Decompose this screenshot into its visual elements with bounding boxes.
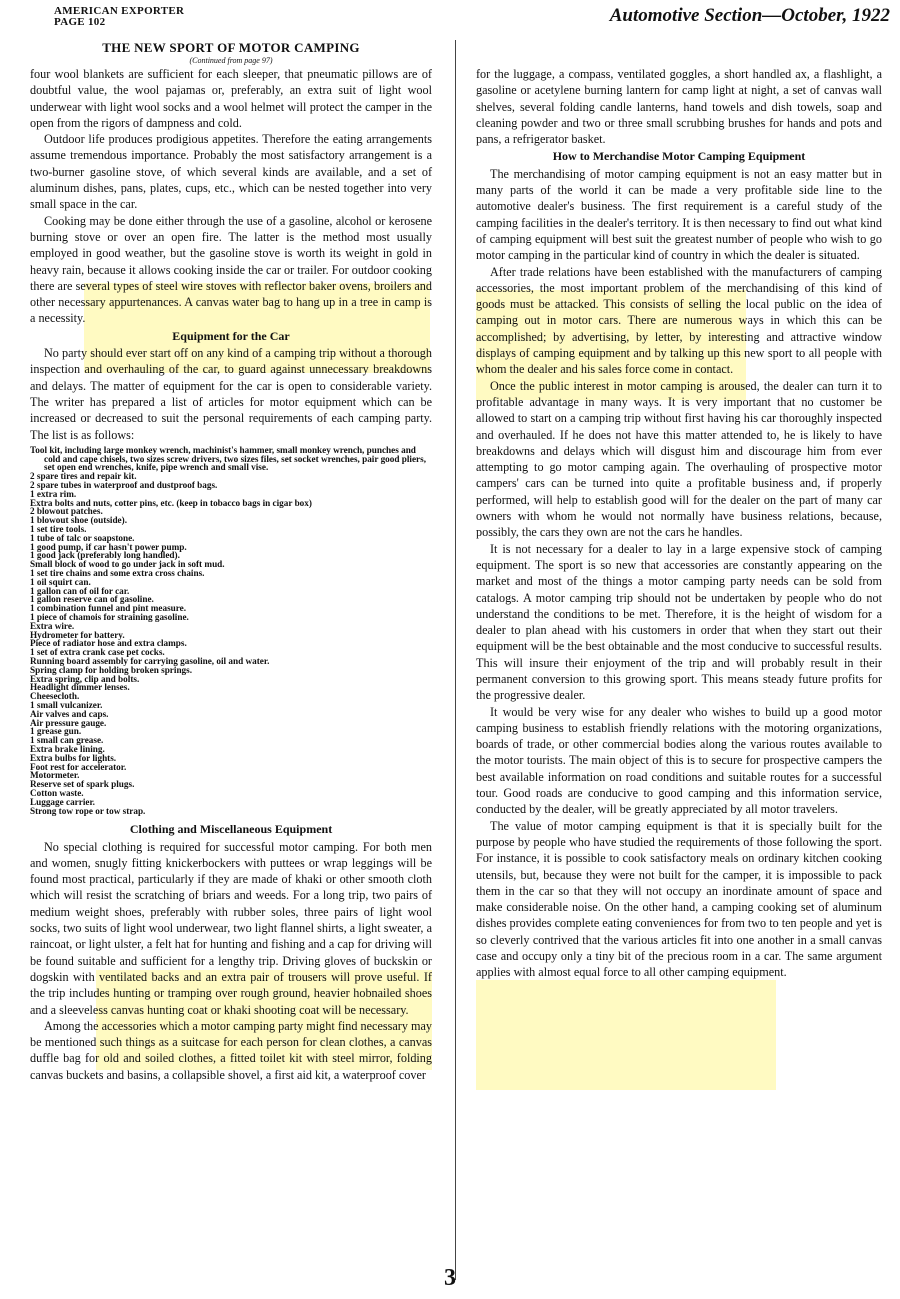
page-label: PAGE 102 [54,16,106,28]
paragraph: for the luggage, a compass, ventilated goggles, a short handled ax, a flashlight, a gasoline or acetylene burning lantern for camp light at night, a set of canvas wall shelves, several folding candle lanterns, hand towels and dish towels, soap and cleaning powder and two or three small scrubbing brushes for hands and pots and pans, a refrigerator basket. [476,67,882,147]
list-item: Spring clamp for holding broken springs. [30,664,193,675]
paragraph: The merchandising of motor camping equipment is not an easy matter but in many parts of the world it can be made a very profitable side line to the automotive dealer's business. The first requirement is a careful study of the camping facilities in the dealer's territory. It is then necessary to find out what kind of camping equipment will best suit the greatest number of people who wish to go motor camping in the particular kind of country in which the dealer is situated. [476,166,882,263]
publication-name: AMERICAN EXPORTER [54,5,185,17]
column-divider [455,40,456,1280]
list-item: 1 tube of talc or soapstone. [30,532,135,543]
list-item: Strong tow rope or tow strap. [30,805,146,816]
list-item: 1 extra rim. [30,488,77,499]
list-item: 1 set of extra crank case pet cocks. [30,647,165,658]
list-item: Air pressure gauge. [30,717,107,728]
left-column [30,40,432,1083]
list-item: 1 piece of chamois for straining gasoline. [30,611,189,622]
paragraph: Among the accessories which a motor camping party might find necessary may be mentioned such things as a suitcase for each person for clean clothes, a canvas duffle bag for old and soiled clothes, a fitted toilet kit with steel mirror, folding canvas buckets and basins, a collapsible shovel, a first aid kit, a waterproof cover [30,1018,432,1082]
section-heading: Equipment for the Car [172,328,290,343]
list-item: 1 set tire tools. [30,524,87,534]
highlight-mark [476,980,776,1090]
list-item: 1 good jack (preferably long handled). [30,550,180,561]
list-item: Headlight dimmer lenses. [30,682,130,693]
list-item: 1 gallon can of oil for car. [30,585,130,596]
list-item: 1 oil squirt can. [30,576,91,587]
article-title: THE NEW SPORT OF MOTOR CAMPING [102,40,360,55]
continued-note: (Continued from page 97) [189,56,273,65]
list-item: Motormeter. [30,770,80,781]
paragraph: The value of motor camping equipment is that it is specially built for the purpose by people who have studied the requirements of those following the sport. For instance, it is possible to cook satisfactory meals on ordinary kitchen cooking utensils, but, because they were not built for the camper, it is impossible to pack them in the car so that they will not occupy an inordinate amount of space and make considerable noise. On the other hand, a camping cooking set of aluminum dishes provides complete eating conveniences for from two to ten people and yet is so cleverly contrived that the various articles fit into one another in a small canvas case and occupy only a tiny bit of the precious room in a car. The same argument applies with almost equal force to all other camping equipment. [476,818,882,980]
list-item: Cheesecloth. [30,691,80,702]
paragraph: Outdoor life produces prodigious appetites. Therefore the eating arrangements assume tremendous importance. Probably the most satisfactory arrangement is a two-burner gasoline stove, of which several kinds are available, and a set of aluminum dishes, pans, plates, cups, etc., which can be nested together into very small space in the car. [30,132,432,212]
list-item: 1 small can grease. [30,735,104,746]
right-column [476,66,882,981]
publication-label [54,6,184,28]
list-item: 2 blowout patches. [30,506,103,517]
list-item: Luggage carrier. [30,796,95,807]
page-header [0,6,900,28]
list-item: Extra bulbs for lights. [30,752,117,763]
list-item: 1 set tire chains and some extra cross chains. [30,567,205,578]
list-item: Extra spring, clip and bolts. [30,673,140,684]
list-item: 1 blowout shoe (outside). [30,515,127,526]
page-number: 3 [444,1265,456,1291]
list-item: Extra brake lining. [30,743,105,754]
list-item: Small block of wood to go under jack in soft mud. [30,559,225,570]
list-item: Hydrometer for battery. [30,629,125,640]
list-item: 1 grease gun. [30,726,82,737]
list-item: 1 small vulcanizer. [30,699,103,710]
list-item: Foot rest for accelerator. [30,761,127,772]
equipment-list [30,446,432,815]
list-item: 1 gallon reserve can of gasoline. [30,594,154,605]
paragraph: No special clothing is required for successful motor camping. For both men and women, snugly fitting knickerbockers with puttees or wrap leggings will be found most practical, particularly if they are made of khaki or other smooth cloth which will resist the scratching of briars and weeds. For a long trip, two pairs of medium weight shoes, preferably with rubber soles, three pairs of light wool socks, two suits of light wool underwear, two light flannel shirts, a light sweater, a raincoat, or light ulster, a felt hat for hunting and fishing and a cap for driving will be found suitable and sufficient for a lengthy trip. Driving gloves of buckskin or dogskin with ventilated backs and an extra pair of trousers will prove useful. If the trip includes hunting or tramping over rough ground, heavier hobnailed shoes and a sleeveless canvas hunting coat or khaki shooting coat will be necessary. [30,839,432,1017]
paragraph: After trade relations have been established with the manufacturers of camping accessories, the most important problem of the merchandising of this kind of goods must be attacked. This consists of selling the local public on the idea of camping out in motor cars. There are numerous ways in which this can be accomplished; by advertising, by letter, by interesting and attractive window displays of camping equipment and by talking up this new sport to all people with whom the dealer and his sales force come in contact. [476,264,882,377]
list-item: Reserve set of spark plugs. [30,779,135,790]
list-item: Cotton waste. [30,787,84,798]
paragraph: It is not necessary for a dealer to lay in a large expensive stock of camping equipment. The sport is so new that accessories are constantly appearing on the market and most of the things a motor camping party needs can be sold from catalogs. A motor camping trip should not be undertaken by people who do not understand the conditions to be met. Therefore, it is the height of wisdom for a dealer to plan ahead with his customers in order that when they start out their equipment will be the best obtainable and the most conducive to successful results. This will insure their enjoyment of the trip and will probably result in their permanent conversion to this growing sport. This means steady future profits for the progressive dealer. [476,541,882,703]
section-title: Automotive Section—October, 1922 [609,5,890,26]
paragraph: Once the public interest in motor camping is aroused, the dealer can turn it to profitable advantage in many ways. It is very important that no customer be allowed to start on a camping trip without first having his car thoroughly inspected and overhauled. If he does not have this matter attended to, he is likely to have breakdowns and delays which will disgust him and discourage him from ever attempting to go motor camping again. The overhauling of prospective motor campers' cars can be turned into quite a profitable business and, if properly performed, will help to establish good will for the dealer on the part of many car owners with whom he would not normally have business relations, because, possibly, the cars they own are not the cars he handles. [476,378,882,540]
list-item: Tool kit, including large monkey wrench, machinist's hammer, small monkey wrench, punches and cold and cape chisels, two sizes screw drivers, two sizes files, set socket wrenches, pair good pliers, set open end wrenches, knife, pipe wrench and small vise. [30,444,427,473]
list-item: 2 spare tires and repair kit. [30,471,137,482]
paragraph: four wool blankets are sufficient for each sleeper, that pneumatic pillows are of doubtful value, the wool pajamas or, preferably, an extra suit of light wool underwear with light wool socks and a wool helmet will protect the camper in the open from the rigors of dampness and cold. [30,67,432,130]
list-item: Piece of radiator hose and extra clamps. [30,638,187,649]
list-item: Extra bolts and nuts, cotter pins, etc. (keep in tobacco bags in cigar box) [30,497,312,508]
section-heading: How to Merchandise Motor Camping Equipment [552,149,806,164]
list-item: Extra wire. [30,620,75,631]
section-heading: Clothing and Miscellaneous Equipment [129,822,333,837]
list-item: Running board assembly for carrying gasoline, oil and water. [30,655,270,666]
paragraph: Cooking may be done either through the use of a gasoline, alcohol or kerosene burning stove or over an open fire. The latter is the method most usually employed in good weather, but the gasoline stove is worth its weight in gold in heavy rain, because it allows cooking inside the car or trailer. For outdoor cooking there are several types of steel wire stoves with reflector baker ovens, broilers and other necessary appurtenances. A canvas water bag to hang up in a tree in camp is a necessity. [30,213,432,326]
list-item: 1 combination funnel and pint measure. [30,603,187,614]
list-item: Air valves and caps. [30,708,109,719]
list-item: 1 good pump, if car hasn't power pump. [30,541,187,552]
paragraph: No party should ever start off on any kind of a camping trip without a thorough inspection and overhauling of the car, to guard against unnecessary breakdowns and delays. The matter of equipment for the car is open to considerable variety. The writer has prepared a list of articles for motor equipment which can be increased or decreased to suit the personal requirements of each camping party. The list is as follows: [30,346,432,442]
list-item: 2 spare tubes in waterproof and dustproof bags. [30,480,218,491]
paragraph: It would be very wise for any dealer who wishes to build up a good motor camping business to establish friendly relations with the motoring organizations, boards of trade, or other commercial bodies along the various routes available to the motor tourists. The main object of this is to secure for prospective campers the best available information on road conditions and suitable routes for a successful tour. Good roads are conducive to good camping and this information service, conducted by the dealer, will be greatly appreciated by all motor travelers. [476,704,882,817]
